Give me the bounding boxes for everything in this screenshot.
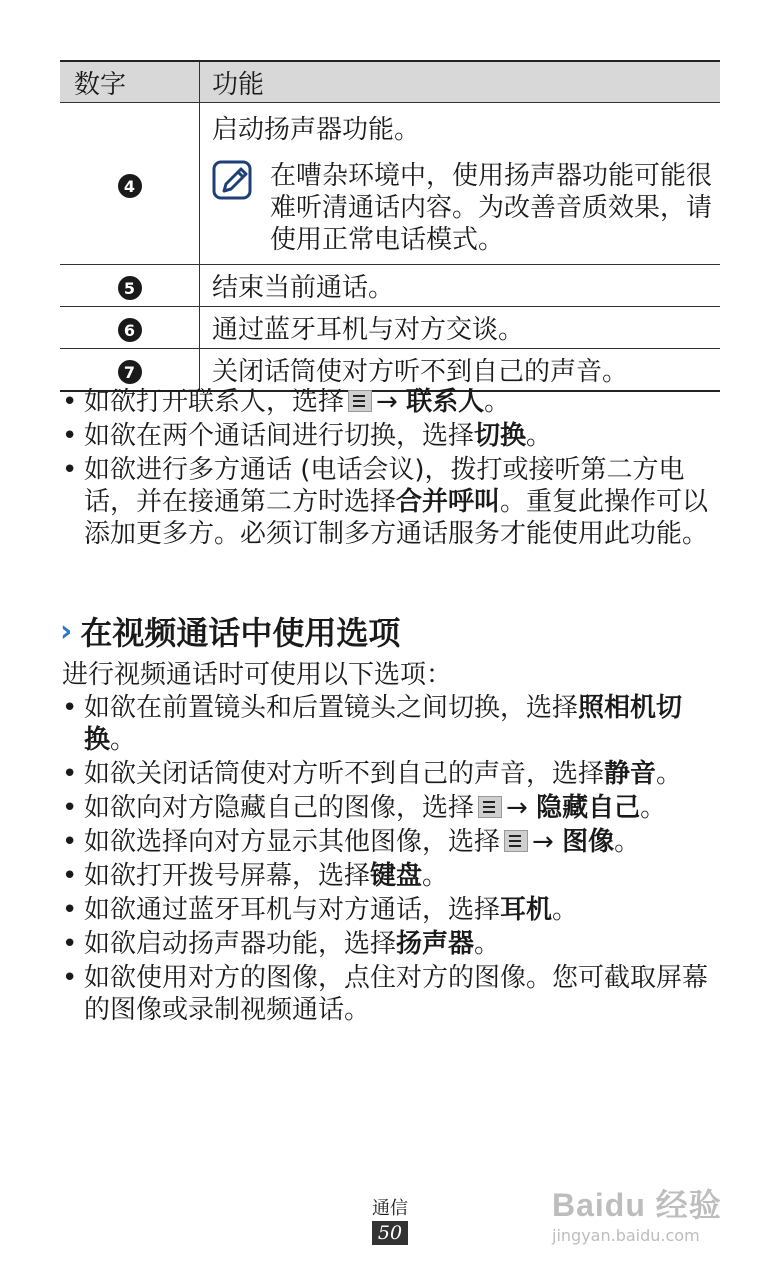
bullet-list-calls: [62, 386, 712, 552]
section-heading: › 在视频通话中使用选项: [60, 613, 401, 652]
bullet-list-video: [62, 692, 712, 1028]
row-description: 关闭话筒使对方听不到自己的声音。: [200, 349, 721, 392]
number-badge: 4: [118, 174, 142, 198]
number-badge: 7: [118, 360, 142, 384]
table-row: [60, 265, 720, 307]
list-item: • 如欲打开拨号屏幕，选择键盘。: [62, 860, 712, 892]
list-item: • 如欲进行多方通话 (电话会议)，拨打或接听第二方电话，并在接通第二方时选择合并呼叫。重复此操作可以添加更多方。必须订制多方通话服务才能使用此功能。: [62, 454, 712, 550]
footer-section-label: 通信: [372, 1198, 408, 1219]
note-pencil-icon: [212, 160, 254, 202]
list-item: • 如欲在前置镜头和后置镜头之间切换，选择照相机切换。: [62, 692, 712, 756]
header-function: 功能: [200, 61, 721, 103]
list-item: • 如欲使用对方的图像，点住对方的图像。您可截取屏幕的图像或录制视频通话。: [62, 962, 712, 1026]
note-box: [212, 160, 720, 264]
list-item: • 如欲关闭话筒使对方听不到自己的声音，选择静音。: [62, 758, 712, 790]
table-row: [60, 349, 720, 392]
list-item: • 如欲启动扬声器功能，选择扬声器。: [62, 928, 712, 960]
watermark-logo: Baidu 经验 jingyan.baidu.com: [552, 1187, 722, 1245]
function-table: [60, 60, 720, 392]
menu-key-icon: [348, 390, 372, 412]
table-row: [60, 307, 720, 349]
row-description: 启动扬声器功能。: [212, 115, 421, 145]
row-description: 通过蓝牙耳机与对方交谈。: [200, 307, 721, 349]
section-intro: 进行视频通话时可使用以下选项：: [62, 660, 453, 690]
page-number: 50: [372, 1221, 408, 1245]
list-item: • 如欲选择向对方显示其他图像，选择 → 图像。: [62, 826, 712, 858]
chevron-right-icon: ›: [60, 613, 73, 649]
list-item: • 如欲打开联系人，选择 → 联系人。: [62, 386, 712, 418]
list-item: • 如欲通过蓝牙耳机与对方通话，选择耳机。: [62, 894, 712, 926]
menu-key-icon: [504, 830, 528, 852]
number-badge: 6: [118, 318, 142, 342]
header-number: 数字: [60, 61, 200, 103]
list-item: • 如欲在两个通话间进行切换，选择切换。: [62, 420, 712, 452]
menu-key-icon: [478, 796, 502, 818]
note-text: 在嘈杂环境中，使用扬声器功能可能很难听清通话内容。为改善音质效果，请使用正常电话模式。: [270, 161, 713, 255]
table-row: [60, 103, 720, 265]
row-description: 结束当前通话。: [200, 265, 721, 307]
number-badge: 5: [118, 276, 142, 300]
list-item: • 如欲向对方隐藏自己的图像，选择 → 隐藏自己。: [62, 792, 712, 824]
